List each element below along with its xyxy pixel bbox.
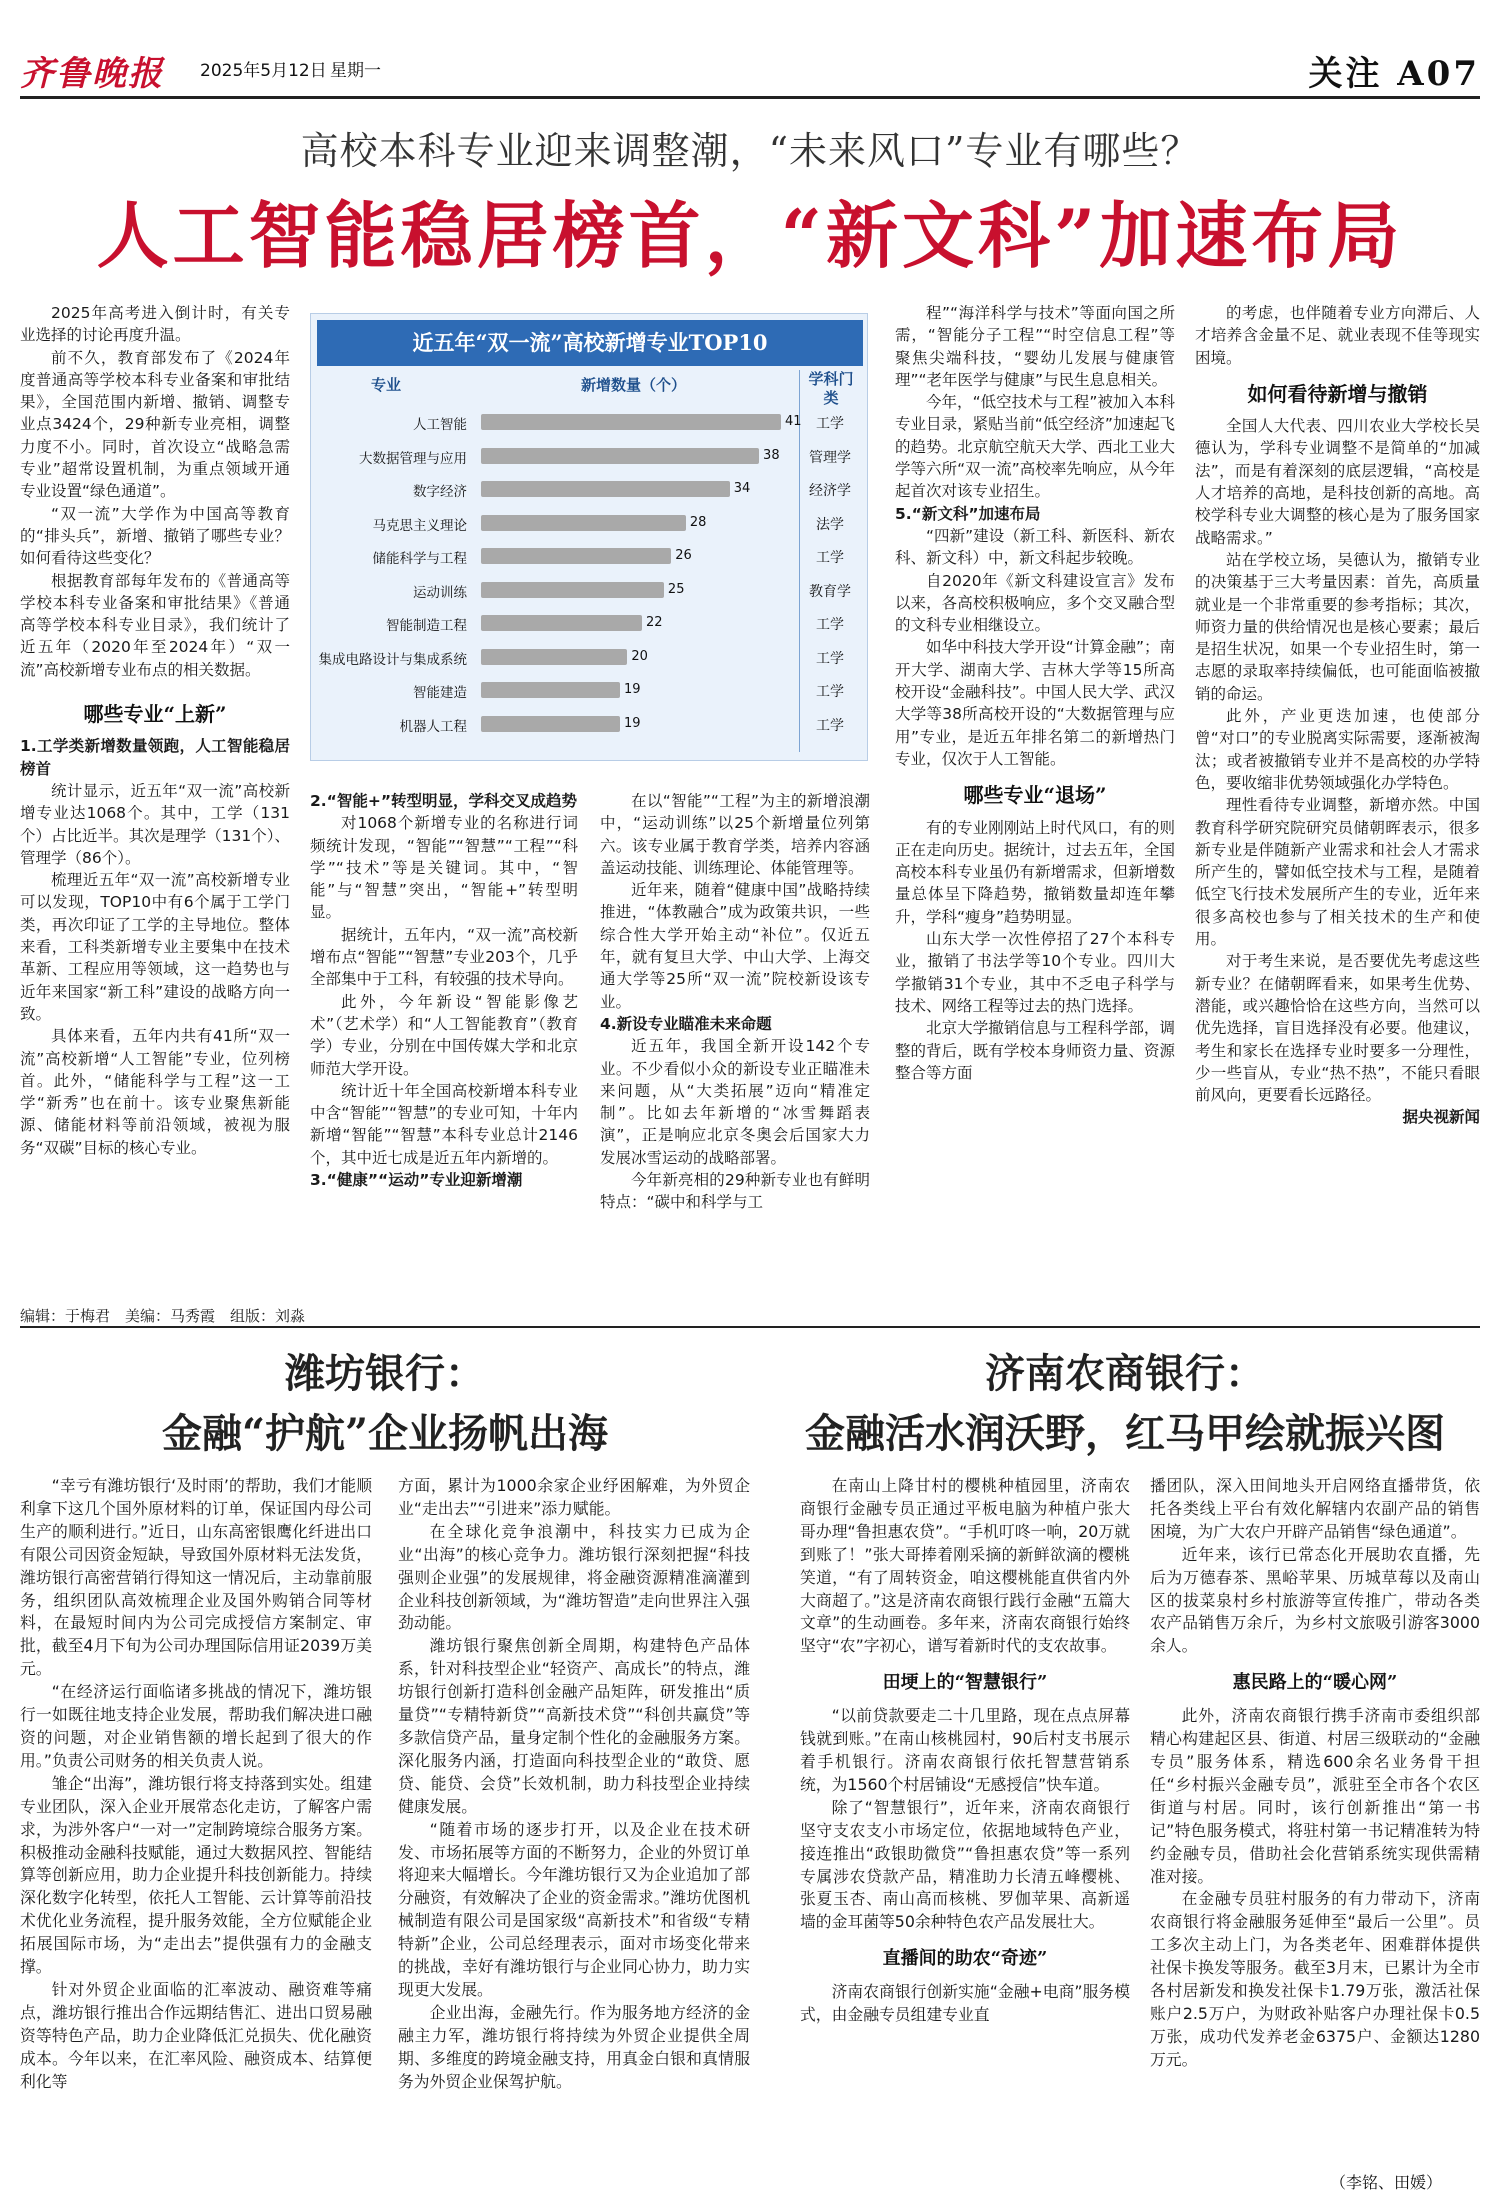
chart-category-label: 智能建造 (413, 685, 467, 701)
paragraph: “四新”建设（新工科、新医科、新农科、新文科）中，新文科起步较晚。 (895, 526, 1175, 568)
editor-credit: 编辑：于梅君 美编：马秀霞 组版：刘淼 (20, 1307, 306, 1325)
weifang-bank-column-1 (20, 1475, 372, 2093)
jinan-bank-subtitle: 金融活水润沃野，红马甲绘就振兴图 (805, 1410, 1445, 1457)
paragraph: 有的专业刚刚站上时代风口，有的则正在走向历史。据统计，过去五年，全国高校本科专业虽仍有新增需求，但新增数量总体呈下降趋势，撤销数量却连年攀升，学科“瘦身”趋势明显。 (895, 818, 1175, 926)
chart-value-label: 28 (689, 514, 707, 530)
section-divider (20, 1326, 1480, 1328)
paragraph: 在南山上降甘村的樱桃种植园里，济南农商银行金融专员正通过平板电脑为种植户张大哥办理“鲁担惠农贷”。“手机叮咚一响，20万就到账了！”张大哥捧着刚采摘的新鲜欲滴的樱桃笑道，“有了周转资金，咱这樱桃能直供省内外大商超了。”这是济南农商银行践行金融“五篇大文章”的生动画卷。多年来，济南农商银行始终坚守“农”字初心，谱写着新时代的支农故事。 (800, 1476, 1130, 1656)
paragraph: 程”“海洋科学与技术”等面向国之所需，“智能分子工程”“时空信息工程”等聚焦尖端科技，“婴幼儿发展与健康管理”“老年医学与健康”与民生息息相关。 (895, 304, 1175, 389)
chart-value-label: 41 (785, 414, 802, 429)
paragraph: “幸亏有潍坊银行‘及时雨’的帮助，我们才能顺利拿下这几个国外原材料的订单，保证国内母公司生产的顺利进行。”近日，山东高密银鹰化纤进出口有限公司因资金短缺，导致国外原材料无法发货，潍坊银行高密营销行得知这一情况后，主动靠前服务，组织团队高效梳理企业及国外购销合同等材料，在最短时间内为公司完成授信方案制定、审批，截至4月下旬为公司办理国际信用证2039万美元。 (20, 1476, 372, 1679)
newspaper-logo: 齐鲁晚报 (20, 54, 164, 94)
section-heading-new-majors: 哪些专业“上新” (83, 702, 227, 727)
chart-discipline-label: 工学 (816, 717, 844, 734)
chart-category-label: 大数据管理与应用 (359, 450, 467, 467)
paragraph: 自2020年《新文科建设宣言》发布以来，各高校积极响应，多个交叉融合型的文科专业相继设立。 (895, 571, 1175, 635)
article-headline: 人工智能稳居榜首，“新文科”加速布局 (96, 193, 1404, 278)
section-heading-view: 如何看待新增与撤销 (1247, 381, 1428, 406)
paragraph: 近年来，该行已常态化开展助农直播，先后为万德春茶、黑峪苹果、历城草莓以及南山区的拔菜泉村乡村旅游等宣传推广，带动各类农产品销售万余斤，为乡村文旅吸引游客3000余人。 (1150, 1544, 1480, 1656)
paragraph: 针对外贸企业面临的汇率波动、融资难等痛点，潍坊银行推出合作远期结售汇、进出口贸易融资等特色产品，助力企业降低汇兑损失、优化融资成本。今年以来，在汇率风险、融资成本、结算便利化等 (20, 1979, 372, 2091)
chart-category-label: 运动训练 (413, 584, 467, 601)
chart-discipline-label: 工学 (816, 617, 844, 633)
weifang-bank-subtitle: 金融“护航”企业扬帆出海 (161, 1410, 608, 1457)
chart-value-label: 19 (624, 715, 641, 731)
article-column-4 (895, 302, 1175, 1084)
subsection-heading: 惠民路上的“暖心网” (1232, 1672, 1398, 1694)
article-source: 据央视新闻 (1402, 1108, 1480, 1127)
chart-bar (481, 515, 686, 531)
paragraph: 全国人大代表、四川农业大学校长吴德认为，学科专业调整不是简单的“加减法”，而是有着深刻的底层逻辑，“高校是人才培养的高地，是科技创新的高地。高校学科专业大调整的核心是为了服务国家战略需求。” (1195, 417, 1480, 547)
paragraph: 在金融专员驻村服务的有力带动下，济南农商银行将金融服务延伸至“最后一公里”。员工多次主动上门，为各类老年、困难群体提供社保卡换发等服务。截至3月末，已累计为全市各村居新发和换发社保卡1.79万张，激活社保账户2.5万户，为财政补贴客户办理社保卡0.5万张，成功代发养老金6375户、金额达1280万元。 (1150, 1889, 1480, 2069)
paragraph: 近五年，我国全新开设142个专业。不少看似小众的新设专业正瞄准未来问题，从“大类拓展”迈向“精准定制”。比如去年新增的“冰雪舞蹈表演”，正是响应北京冬奥会后国家大力发展冰雪运动的战略部署。 (600, 1037, 870, 1167)
chart-bar (481, 615, 642, 631)
chart-discipline-label: 教育学 (809, 583, 851, 600)
paragraph: 2025年高考进入倒计时，有关专业选择的讨论再度升温。 (20, 304, 290, 345)
chart-category-label: 集成电路设计与集成系统 (318, 651, 467, 668)
chart-bar (481, 481, 730, 497)
paragraph: 济南农商银行创新实施“金融+电商”服务模式，由金融专员组建专业直 (800, 1982, 1130, 2025)
weifang-bank-title: 潍坊银行： (285, 1350, 485, 1397)
section-heading-exit-majors: 哪些专业“退场” (963, 783, 1107, 808)
chart-value-label: 20 (631, 648, 648, 664)
paragraph: 在全球化竞争浪潮中，科技实力已成为企业“出海”的核心竞争力。潍坊银行深刻把握“科技强则企业强”的发展规律，将金融资源精准滴灌到企业科技创新领域，为“潍坊智造”走向世界注入强劲动能。 (398, 1521, 750, 1633)
chart-bar (481, 548, 671, 564)
chart-bar (481, 649, 627, 665)
paragraph: “双一流”大学作为中国高等教育的“排头兵”，新增、撤销了哪些专业？如何看待这些变化？ (20, 504, 290, 568)
chart-discipline-label: 工学 (816, 650, 844, 667)
paragraph: 方面，累计为1000余家企业纾困解难，为外贸企业“走出去”“引进来”添力赋能。 (398, 1476, 750, 1518)
chart-value-label: 34 (733, 481, 751, 496)
subsection-heading: 5.“新文科”加速布局 (895, 504, 1041, 523)
paragraph: 站在学校立场，吴德认为，撤销专业的决策基于三大考量因素：首先，高质量就业是一个非常重要的参考指标；其次，师资力量的供给情况也是核心要素；最后是招生状况，如果一个专业招生时，第一志愿的录取率持续偏低，也可能面临被撤销的命运。 (1195, 550, 1480, 703)
paragraph: 具体来看，五年内共有41所“双一流”高校新增“人工智能”专业，位列榜首。此外，“储能科学与工程”这一工学“新秀”也在前十。该专业聚焦新能源、储能材料等前沿领域，被视为服务“双碳”目标的核心专业。 (20, 1027, 290, 1157)
paragraph: 播团队，深入田间地头开启网络直播带货，依托各类线上平台有效化解辖内农副产品的销售困境，为广大农户开辟产品销售“绿色通道”。 (1150, 1476, 1480, 1541)
chart-category-label: 数字经济 (413, 484, 467, 500)
chart-header-count: 新增数量（个） (581, 376, 687, 394)
chart-category-label: 机器人工程 (399, 718, 467, 735)
chart-discipline-label: 工学 (816, 416, 844, 432)
subsection-heading: 4.新设专业瞄准未来命题 (600, 1014, 772, 1033)
paragraph: 今年新亮相的29种新专业也有鲜明特点：“碳中和科学与工 (600, 1171, 870, 1212)
paragraph: 前不久，教育部发布了《2024年度普通高等学校本科专业备案和审批结果》，全国范围内新增、撤销、调整专业点3424个，29种新专业亮相，调整力度不小。同时，首次设立“战略急需专业”超常设置机制，为重点领域开通专业设置“绿色通道”。 (20, 348, 290, 501)
paragraph: 对1068个新增专业的名称进行词频统计发现，“智能”“智慧”“工程”“科学”“技术”等是关键词。其中，“智能”与“智慧”突出，“智能+”转型明显。 (310, 814, 578, 922)
subsection-heading: 2.“智能+”转型明显，学科交叉成趋势 (310, 792, 578, 810)
chart-bar (481, 582, 664, 598)
chart-value-label: 25 (667, 581, 685, 597)
chart-discipline-label: 工学 (816, 684, 844, 700)
jinan-bank-title: 济南农商银行： (985, 1350, 1265, 1397)
article-subhead: 高校本科专业迎来调整潮，“未来风口”专业有哪些？ (300, 129, 1200, 173)
paragraph: 雏企“出海”，潍坊银行将支持落到实处。组建专业团队，深入企业开展常态化走访，了解客户需求，为涉外客户“一对一”定制跨境综合服务方案。积极推动金融科技赋能，通过大数据风控、智能结算等创新应用，助力企业提升科技创新能力。持续深化数字化转型，依托人工智能、云计算等前沿技术优化业务流程，提升服务效能，全方位赋能企业拓展国际市场，为“走出去”提供强有力的金融支撑。 (20, 1773, 372, 1977)
paragraph: “随着市场的逐步打开，以及企业在技术研发、市场拓展等方面的不断努力，企业的外贸订单将迎来大幅增长。今年潍坊银行又为企业追加了部分融资，有效解决了企业的资金需求。”潍坊优图机械制造有限公司是国家级“高新技术”和省级“专精特新”企业，公司总经理表示，面对市场变化带来的挑战，幸好有潍坊银行与企业同心协力，助力实现更大发展。 (398, 1819, 750, 1999)
top10-bar-chart (310, 313, 868, 761)
paragraph: 梳理近五年“双一流”高校新增专业可以发现，TOP10中有6个属于工学门类，再次印证了工学的主导地位。整体来看，工科类新增专业主要集中在技术革新、工程应用等领域，这一趋势也与近年来国家“新工科”建设的战略方向一致。 (20, 871, 290, 1023)
chart-category-label: 人工智能 (413, 417, 467, 433)
paragraph: 统计近十年全国高校新增本科专业中含“智能”“智慧”的专业可知，十年内新增“智能”“智慧”本科专业总计2146个，其中近七成是近五年内新增的。 (310, 1081, 578, 1167)
chart-category-label: 马克思主义理论 (372, 517, 467, 534)
chart-category-label: 储能科学与工程 (372, 551, 467, 567)
issue-date: 2025年5月12日 (200, 61, 327, 81)
section-page-label: 关注 A07 (1308, 54, 1480, 94)
chart-bar (481, 448, 759, 464)
paragraph: 统计显示，近五年“双一流”高校新增专业达1068个。其中，工学（131个）占比近半。其次是理学（131个）、管理学（86个）。 (20, 781, 290, 867)
jinan-bank-column-1 (800, 1475, 1130, 2027)
jinan-bank-column-2 (1150, 1475, 1480, 2072)
paragraph: 企业出海，金融先行。作为服务地方经济的金融主力军，潍坊银行将持续为外贸企业提供全周期、多维度的跨境金融支持，用真金白银和真情服务为外贸企业保驾护航。 (398, 2002, 750, 2091)
chart-discipline-label: 工学 (816, 550, 844, 566)
chart-bar (481, 716, 620, 732)
chart-bar (481, 414, 781, 430)
paragraph: 理性看待专业调整，新增亦然。中国教育科学研究院研究员储朝晖表示，很多新专业是伴随新产业需求和社会人才需求所产生的，譬如低空技术与工程，是随着低空飞行技术发展所产生的专业，近年来很多高校也参与了相关技术的生产和使用。 (1195, 796, 1480, 949)
masthead (20, 46, 1480, 94)
paragraph: 北京大学撤销信息与工程科学部，调整的背后，既有学校本身师资力量、资源整合等方面 (895, 1019, 1175, 1082)
chart-bar (481, 682, 620, 698)
article-author: （李铭、田媛） (1330, 2173, 1443, 2192)
chart-value-label: 26 (675, 548, 692, 563)
chart-header-major: 专业 (371, 376, 402, 394)
paragraph: “以前贷款要走二十几里路，现在点点屏幕钱就到账。”在南山核桃园村，90后村支书展示着手机银行。济南农商银行依托智慧营销系统，为1560个村居铺设“无感授信”快车道。 (800, 1706, 1130, 1794)
subsection-heading: 田埂上的“智慧银行” (882, 1672, 1048, 1694)
chart-discipline-label: 经济学 (809, 483, 851, 499)
chart-category-label: 智能制造工程 (386, 618, 467, 634)
subsection-heading: 3.“健康”“运动”专业迎新增潮 (310, 1171, 523, 1190)
paragraph: 对于考生来说，是否要优先考虑这些新专业？在储朝晖看来，如果考生优势、潜能，或兴趣恰恰在这些方向，当然可以优先选择，盲目选择没有必要。他建议，考生和家长在选择专业时要多一分理性，少一些盲从，专业“热不热”，不能只看眼前风向，更要看长远路径。 (1195, 952, 1480, 1105)
weifang-bank-column-2 (398, 1475, 750, 2093)
paragraph: 山东大学一次性停招了27个本科专业，撤销了书法学等10个专业。四川大学撤销31个专业，其中不乏电子科学与技术、网络工程等过去的热门选择。 (895, 930, 1175, 1015)
chart-title: 近五年“双一流”高校新增专业TOP10 (317, 320, 863, 366)
article-column-1 (20, 302, 290, 1159)
paragraph: 如华中科技大学开设“计算金融”；南开大学、湖南大学、吉林大学等15所高校开设“金融科技”。中国人民大学、武汉大学等38所高校开设的“大数据管理与应用”专业，是近五年排名第二的新增热门专业，仅次于人工智能。 (895, 638, 1175, 768)
subsection-heading: 直播间的助农“奇迹” (882, 1948, 1048, 1970)
article-column-2 (310, 790, 578, 1191)
paragraph: 此外，济南农商银行携手济南市委组织部精心构建起区县、街道、村居三级联动的“金融专员”服务体系，精选600余名业务骨干担任“乡村振兴金融专员”，派驻至全市各个农区街道与村居。同时，该行创新推出“第一书记”特色服务模式，将驻村第一书记精准转为特约金融专员，借助社会化营销系统实现供需精准对接。 (1150, 1706, 1480, 1886)
paragraph: 除了“智慧银行”，近年来，济南农商银行坚守支农支小市场定位，依据地域特色产业，接连推出“政银助微贷”“鲁担惠农贷”等一系列专属涉农贷款产品，精准助力长清五峰樱桃、张夏玉杏、南山高而核桃、罗伽苹果、高新遥墙的金耳菌等50余种特色农产品发展壮大。 (800, 1797, 1130, 1932)
paragraph: 此外，产业更迭加速，也使部分曾“对口”的专业脱离实际需要，逐渐被淘汰；或者被撤销专业并不是高校的办学特色，要收缩非优势领域强化办学特色。 (1195, 707, 1480, 792)
article-column-5 (1195, 302, 1480, 1129)
paragraph: 此外，今年新设“智能影像艺术”（艺术学）和“人工智能教育”（教育学）专业，分别在中国传媒大学和北京师范大学开设。 (310, 992, 578, 1078)
paragraph: 在以“智能”“工程”为主的新增浪潮中，“运动训练”以25个新增量位列第六。该专业属于教育学类，培养内容涵盖运动技能、训练理论、体能管理等。 (600, 792, 870, 877)
chart-discipline-label: 管理学 (809, 449, 851, 466)
paragraph: 今年，“低空技术与工程”被加入本科专业目录，紧贴当前“低空经济”加速起飞的趋势。北京航空航天大学、西北工业大学等六所“双一流”高校率先响应，从今年起首次对该专业招生。 (895, 393, 1175, 501)
paragraph: “在经济运行面临诸多挑战的情况下，潍坊银行一如既往地支持企业发展，帮助我们解决进口融资的问题，对企业销售额的增长起到了很大的作用。”负责公司财务的相关负责人说。 (20, 1682, 372, 1770)
paragraph: 根据教育部每年发布的《普通高等学校本科专业备案和审批结果》《普通高等学校本科专业目录》，我们统计了近五年（2020年至2024年）“双一流”高校新增专业布点的相关数据。 (20, 571, 290, 679)
paragraph: 近年来，随着“健康中国”战略持续推进，“体教融合”成为政策共识，一些综合性大学开始主动“补位”。仅近五年，就有复旦大学、中山大学、上海交通大学等25所“双一流”院校新设该专业。 (600, 881, 870, 1011)
header-divider (20, 96, 1480, 99)
paragraph: 的考虑，也伴随着专业方向滞后、人才培养含金量不足、就业表现不佳等现实困境。 (1195, 304, 1480, 367)
article-column-3 (600, 790, 870, 1214)
chart-value-label: 22 (645, 615, 663, 630)
paragraph: 潍坊银行聚焦创新全周期，构建特色产品体系，针对科技型企业“轻资产、高成长”的特点，潍坊银行创新打造科创金融产品矩阵，研发推出“质量贷”“专精特新贷”“高新技术贷”“科创共赢贷”等多款信贷产品，量身定制个性化的金融服务方案。深化服务内涵，打造面向科技型企业的“敢贷、愿贷、能贷、会贷”长效机制，助力科技型企业持续健康发展。 (398, 1636, 750, 1816)
subsection-heading: 1.工学类新增数量领跑，人工智能稳居榜首 (20, 737, 290, 778)
issue-weekday: 星期一 (330, 61, 381, 81)
chart-value-label: 19 (624, 682, 641, 697)
chart-header-discipline: 学科门类 (808, 370, 854, 407)
chart-discipline-label: 法学 (816, 516, 844, 533)
chart-value-label: 38 (763, 447, 780, 463)
paragraph: 据统计，五年内，“双一流”高校新增布点“智能”“智慧”专业203个，几乎全部集中于工科，有较强的技术导向。 (310, 925, 578, 989)
